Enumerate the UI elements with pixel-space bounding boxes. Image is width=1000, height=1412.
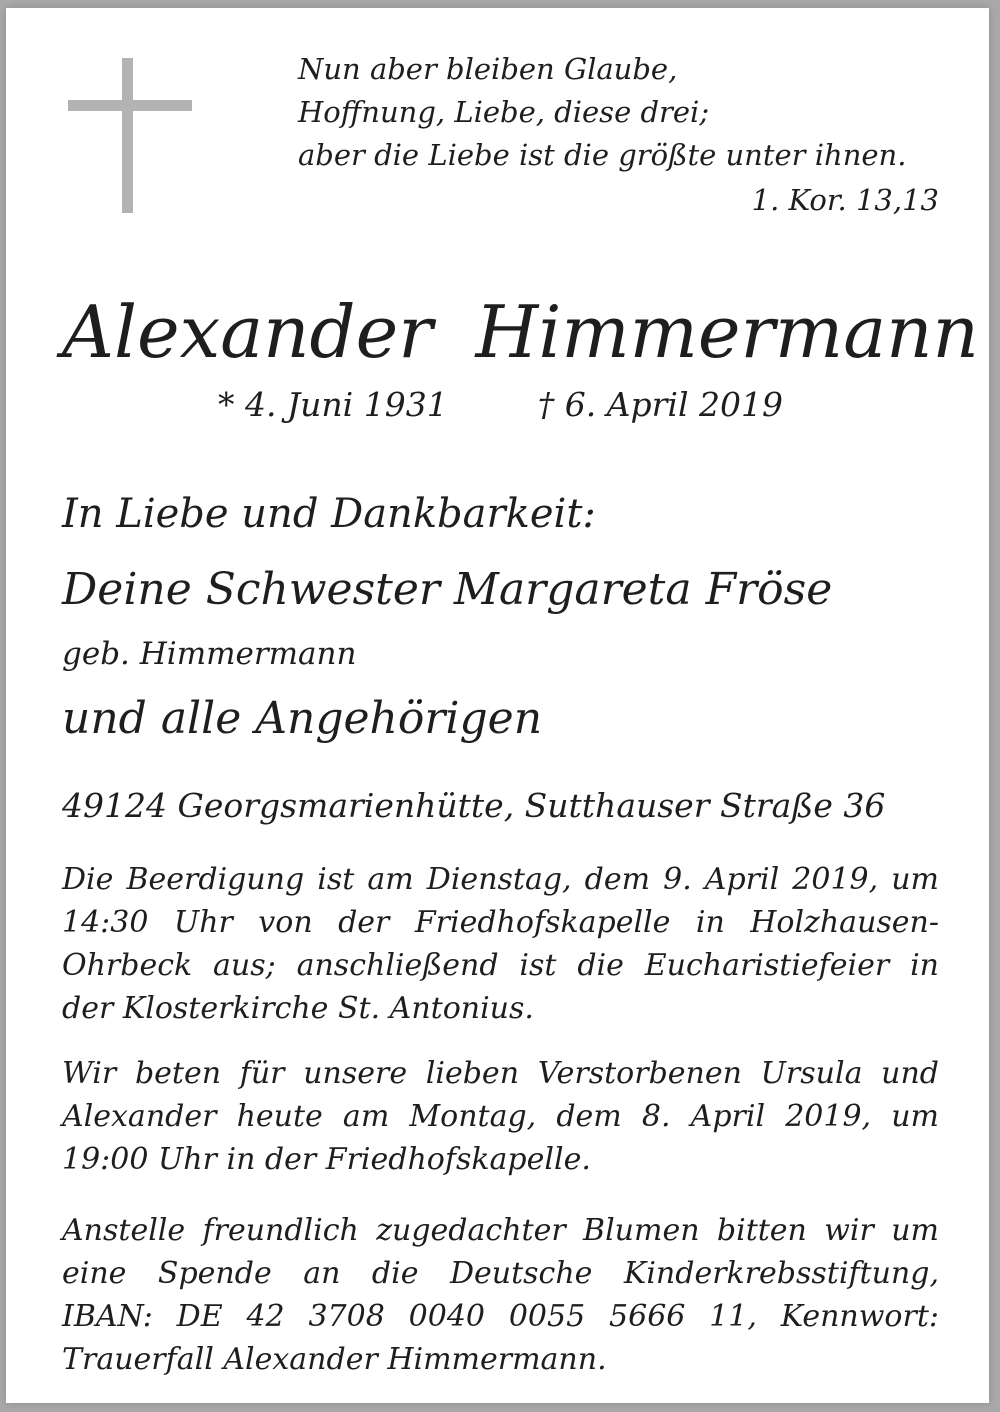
prayer-paragraph [62, 1052, 939, 1181]
birth-date: * 4. Juni 1931 [217, 384, 448, 424]
text-line: Alexander heute am Montag, dem 8. April 2019, um [62, 1098, 939, 1134]
text-line: Nun aber bleiben Glaube, [298, 52, 678, 86]
burial-paragraph [62, 858, 939, 1030]
cross-horizontal-bar [68, 100, 192, 111]
cross-vertical-bar [122, 58, 133, 213]
address-line: 49124 Georgsmarienhütte, Sutthauser Straße 36 [62, 785, 886, 825]
text-line: Hoffnung, Liebe, diese drei; [298, 95, 710, 129]
mourning-intro: In Liebe und Dankbarkeit: [62, 491, 596, 538]
deceased-name: Alexander Himmermann [62, 290, 979, 374]
bible-quote [298, 48, 939, 222]
life-dates [62, 384, 939, 425]
donation-paragraph [62, 1209, 939, 1381]
death-date: † 6. April 2019 [537, 384, 783, 424]
text-line: Trauerfall Alexander Himmermann. [62, 1341, 607, 1377]
text-line: Die Beerdigung ist am Dienstag, dem 9. April 2019, um [62, 861, 939, 897]
text-line: Ohrbeck aus; anschließend ist die Eucharistiefeier in [62, 947, 939, 983]
text-line: Anstelle freundlich zugedachter Blumen bitten wir um [62, 1212, 939, 1248]
text-line: eine Spende an die Deutsche Kinderkrebsstiftung, [62, 1255, 939, 1291]
sister-name: Deine Schwester Margareta Fröse [62, 564, 833, 616]
text-line: der Klosterkirche St. Antonius. [62, 990, 534, 1026]
bible-quote-citation: 1. Kor. 13,13 [751, 183, 939, 217]
maiden-name: geb. Himmermann [62, 636, 357, 673]
text-line: aber die Liebe ist die größte unter ihnen. [298, 138, 907, 172]
memorial-cross-icon [68, 58, 192, 213]
relatives-line: und alle Angehörigen [62, 692, 543, 744]
text-line: IBAN: DE 42 3708 0040 0055 5666 11, Kennwort: [62, 1298, 939, 1334]
bible-quote-lines [298, 48, 939, 177]
obituary-card [6, 8, 989, 1403]
text-line: 14:30 Uhr von der Friedhofskapelle in Holzhausen- [62, 904, 939, 940]
text-line: Wir beten für unsere lieben Verstorbenen Ursula und [62, 1055, 939, 1091]
text-line: 19:00 Uhr in der Friedhofskapelle. [62, 1141, 591, 1177]
obituary-header [62, 48, 939, 223]
